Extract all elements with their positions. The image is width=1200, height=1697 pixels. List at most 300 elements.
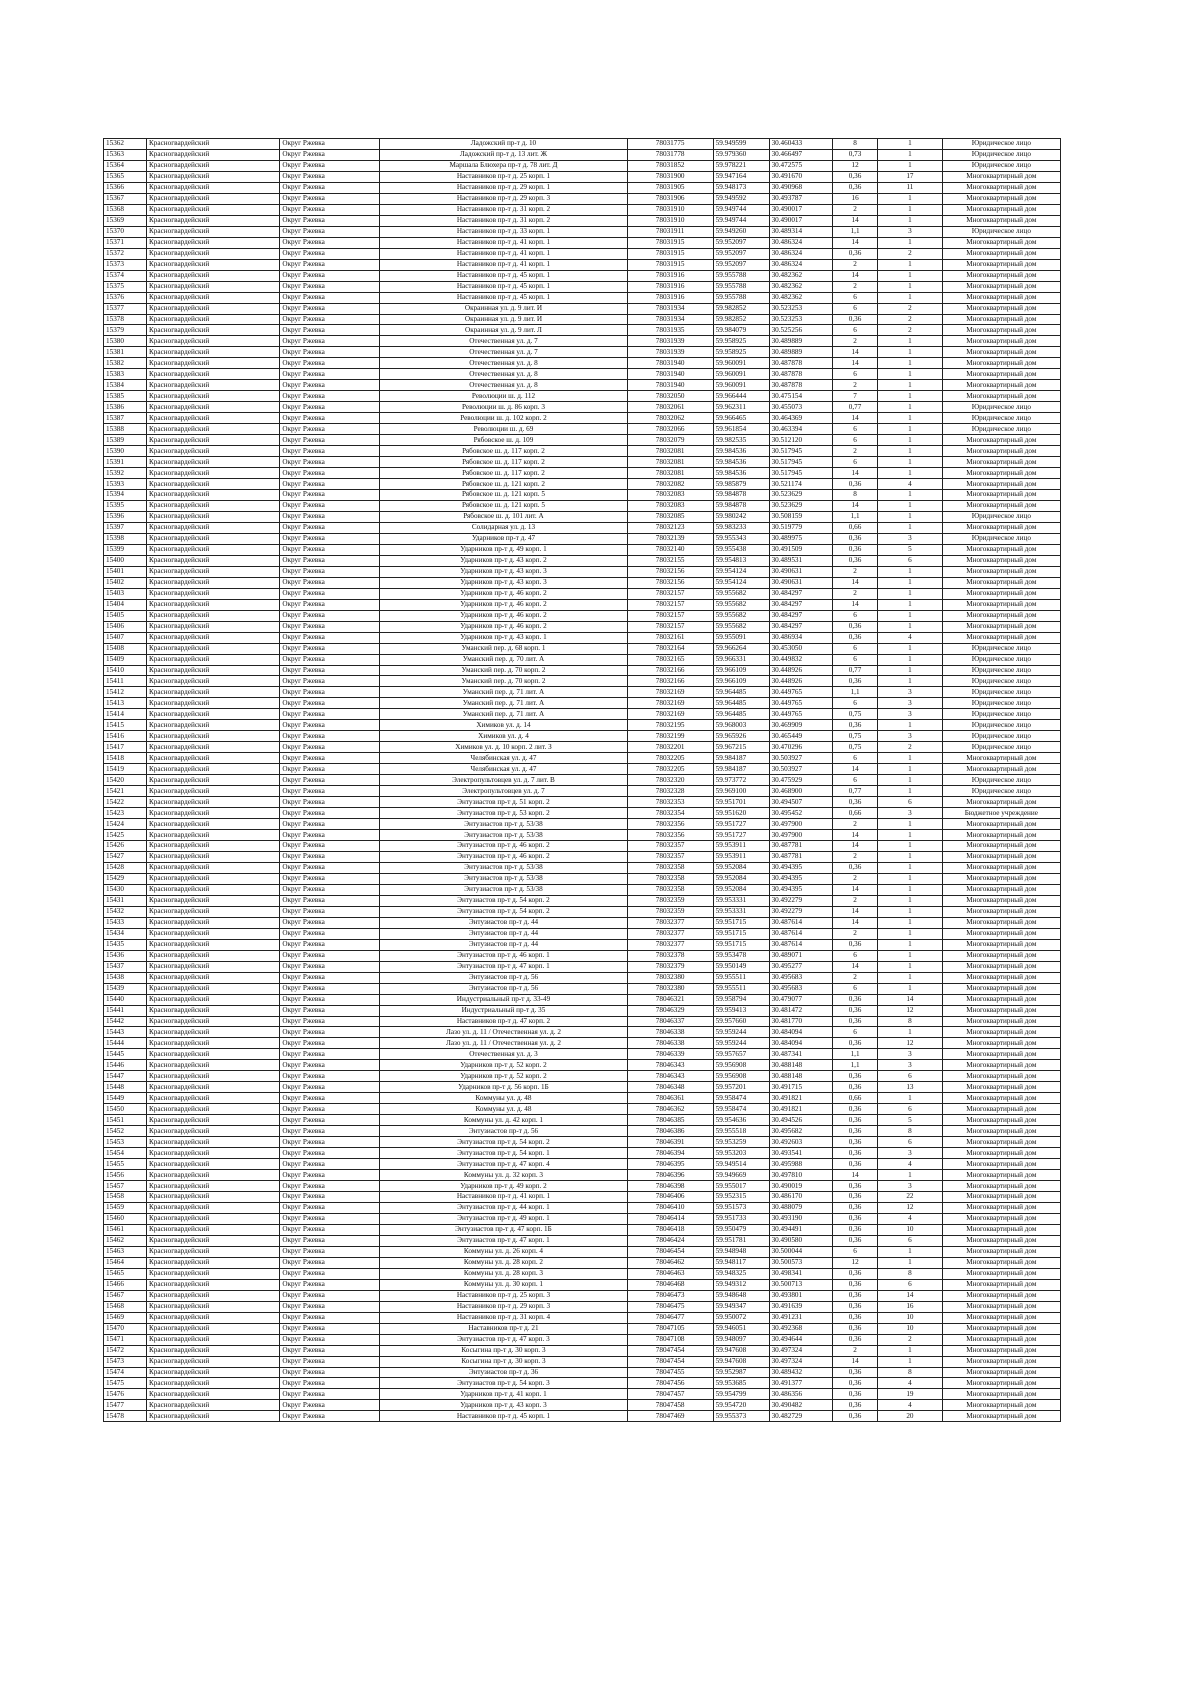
cell-lat: 59.948097: [713, 1334, 769, 1345]
cell-lat: 59.958794: [713, 994, 769, 1005]
cell-lat: 59.978221: [713, 160, 769, 171]
cell-count: 19: [878, 1389, 943, 1400]
cell-type: Многоквартирный дом: [942, 994, 1060, 1005]
cell-code: 78032156: [627, 566, 713, 577]
cell-code: 78046321: [627, 994, 713, 1005]
cell-address: Ударников пр-т д. 56 корп. 1Б: [380, 1082, 627, 1093]
cell-type: Многоквартирный дом: [942, 1378, 1060, 1389]
cell-lat: 59.960091: [713, 380, 769, 391]
cell-type: Многоквартирный дом: [942, 797, 1060, 808]
cell-type: Многоквартирный дом: [942, 446, 1060, 457]
table-row: [104, 314, 1061, 325]
cell-lon: 30.449765: [769, 698, 832, 709]
cell-district: Красногвардейский: [147, 270, 280, 281]
table-row: [104, 1356, 1061, 1367]
cell-code: 78032081: [627, 446, 713, 457]
cell-code: 78046339: [627, 1049, 713, 1060]
cell-value: 14: [833, 215, 878, 226]
cell-type: Многоквартирный дом: [942, 1411, 1060, 1422]
cell-lat: 59.959244: [713, 1027, 769, 1038]
cell-id: 15458: [104, 1192, 147, 1203]
cell-lon: 30.460433: [769, 139, 832, 150]
cell-type: Многоквартирный дом: [942, 204, 1060, 215]
cell-district: Красногвардейский: [147, 753, 280, 764]
cell-count: 2: [878, 248, 943, 259]
cell-district: Красногвардейский: [147, 851, 280, 862]
table-row: [104, 950, 1061, 961]
cell-id: 15434: [104, 928, 147, 939]
cell-count: 10: [878, 1312, 943, 1323]
cell-lon: 30.453050: [769, 643, 832, 654]
cell-municipality: Округ Ржевка: [280, 303, 380, 314]
cell-count: 12: [878, 1005, 943, 1016]
cell-id: 15457: [104, 1181, 147, 1192]
cell-municipality: Округ Ржевка: [280, 555, 380, 566]
cell-code: 78031775: [627, 139, 713, 150]
cell-type: Многоквартирный дом: [942, 303, 1060, 314]
cell-address: Наставников пр-т д. 45 корп. 1: [380, 281, 627, 292]
cell-type: Многоквартирный дом: [942, 1312, 1060, 1323]
cell-lat: 59.948648: [713, 1290, 769, 1301]
cell-lat: 59.949744: [713, 215, 769, 226]
cell-lon: 30.486170: [769, 1192, 832, 1203]
cell-district: Красногвардейский: [147, 742, 280, 753]
cell-lat: 59.958925: [713, 336, 769, 347]
cell-lon: 30.487781: [769, 841, 832, 852]
cell-municipality: Округ Ржевка: [280, 665, 380, 676]
cell-lon: 30.488148: [769, 1060, 832, 1071]
cell-lat: 59.953331: [713, 895, 769, 906]
cell-value: 0,36: [833, 676, 878, 687]
cell-lat: 59.966109: [713, 665, 769, 676]
cell-municipality: Округ Ржевка: [280, 819, 380, 830]
cell-type: Многоквартирный дом: [942, 566, 1060, 577]
cell-lon: 30.487878: [769, 358, 832, 369]
cell-municipality: Округ Ржевка: [280, 435, 380, 446]
cell-count: 17: [878, 171, 943, 182]
cell-count: 4: [878, 1378, 943, 1389]
table-row: [104, 259, 1061, 270]
cell-count: 11: [878, 182, 943, 193]
cell-count: 1: [878, 139, 943, 150]
cell-count: 1: [878, 215, 943, 226]
cell-address: Энтузиастов пр-т д. 44: [380, 928, 627, 939]
cell-code: 78046468: [627, 1279, 713, 1290]
cell-code: 78046475: [627, 1301, 713, 1312]
cell-code: 78032062: [627, 413, 713, 424]
cell-value: 14: [833, 764, 878, 775]
cell-type: Многоквартирный дом: [942, 621, 1060, 632]
cell-lat: 59.955017: [713, 1181, 769, 1192]
cell-address: Наставников пр-т д. 45 корп. 1: [380, 292, 627, 303]
cell-lon: 30.495683: [769, 983, 832, 994]
cell-id: 15435: [104, 939, 147, 950]
table-row: [104, 862, 1061, 873]
cell-value: 0,36: [833, 1235, 878, 1246]
cell-count: 1: [878, 819, 943, 830]
cell-address: Рябовское ш. д. 109: [380, 435, 627, 446]
cell-municipality: Округ Ржевка: [280, 149, 380, 160]
cell-type: Юридическое лицо: [942, 424, 1060, 435]
cell-lat: 59.952097: [713, 248, 769, 259]
cell-count: 1: [878, 490, 943, 501]
cell-type: Юридическое лицо: [942, 160, 1060, 171]
cell-count: 1: [878, 621, 943, 632]
table-row: [104, 895, 1061, 906]
cell-district: Красногвардейский: [147, 917, 280, 928]
cell-municipality: Округ Ржевка: [280, 1367, 380, 1378]
cell-municipality: Округ Ржевка: [280, 654, 380, 665]
cell-type: Многоквартирный дом: [942, 1181, 1060, 1192]
cell-id: 15422: [104, 797, 147, 808]
cell-address: Энтузиастов пр-т д. 53/38: [380, 862, 627, 873]
cell-address: Окраинная ул. д. 9 лит. И: [380, 314, 627, 325]
cell-value: 0,36: [833, 248, 878, 259]
cell-value: 14: [833, 917, 878, 928]
cell-address: Уманский пер. д. 71 лит. А: [380, 698, 627, 709]
cell-lat: 59.952084: [713, 873, 769, 884]
cell-address: Наставников пр-т д. 41 корп. 1: [380, 237, 627, 248]
cell-municipality: Округ Ржевка: [280, 895, 380, 906]
table-row: [104, 1082, 1061, 1093]
cell-address: Уманский пер. д. 71 лит. А: [380, 709, 627, 720]
cell-id: 15408: [104, 643, 147, 654]
cell-lon: 30.494526: [769, 1115, 832, 1126]
cell-lon: 30.498341: [769, 1268, 832, 1279]
cell-lon: 30.512120: [769, 435, 832, 446]
cell-value: 0,36: [833, 1312, 878, 1323]
cell-value: 0,66: [833, 1093, 878, 1104]
cell-address: Энтузиастов пр-т д. 53 корп. 2: [380, 808, 627, 819]
table-row: [104, 391, 1061, 402]
cell-id: 15364: [104, 160, 147, 171]
cell-municipality: Округ Ржевка: [280, 1290, 380, 1301]
cell-count: 1: [878, 292, 943, 303]
cell-address: Отечественная ул. д. 8: [380, 380, 627, 391]
cell-address: Отечественная ул. д. 7: [380, 336, 627, 347]
cell-count: 1: [878, 500, 943, 511]
cell-type: Многоквартирный дом: [942, 1213, 1060, 1224]
cell-district: Красногвардейский: [147, 533, 280, 544]
cell-value: 6: [833, 369, 878, 380]
cell-district: Красногвардейский: [147, 819, 280, 830]
cell-address: Коммуны ул. д. 30 корп. 1: [380, 1279, 627, 1290]
cell-municipality: Округ Ржевка: [280, 544, 380, 555]
cell-type: Многоквартирный дом: [942, 972, 1060, 983]
cell-district: Красногвардейский: [147, 1181, 280, 1192]
table-row: [104, 939, 1061, 950]
cell-id: 15410: [104, 665, 147, 676]
cell-address: Наставников пр-т д. 31 корп. 4: [380, 1312, 627, 1323]
cell-count: 1: [878, 347, 943, 358]
cell-value: 2: [833, 566, 878, 577]
table-row: [104, 1060, 1061, 1071]
cell-municipality: Округ Ржевка: [280, 643, 380, 654]
cell-address: Коммуны ул. д. 48: [380, 1093, 627, 1104]
cell-count: 1: [878, 884, 943, 895]
cell-lat: 59.959413: [713, 1005, 769, 1016]
cell-type: Многоквартирный дом: [942, 1268, 1060, 1279]
cell-address: Химиков ул. д. 10 корп. 2 лит. З: [380, 742, 627, 753]
cell-lat: 59.984536: [713, 457, 769, 468]
cell-value: 14: [833, 841, 878, 852]
cell-value: 0,75: [833, 731, 878, 742]
cell-code: 78031940: [627, 369, 713, 380]
cell-code: 78032081: [627, 457, 713, 468]
cell-municipality: Округ Ржевка: [280, 1246, 380, 1257]
cell-value: 0,36: [833, 171, 878, 182]
cell-type: Многоквартирный дом: [942, 841, 1060, 852]
cell-code: 78032357: [627, 851, 713, 862]
table-row: [104, 1411, 1061, 1422]
cell-type: Юридическое лицо: [942, 643, 1060, 654]
cell-count: 22: [878, 1192, 943, 1203]
cell-count: 1: [878, 457, 943, 468]
cell-code: 78047457: [627, 1389, 713, 1400]
table-row: [104, 237, 1061, 248]
cell-lat: 59.949592: [713, 193, 769, 204]
cell-type: Многоквартирный дом: [942, 369, 1060, 380]
cell-id: 15429: [104, 873, 147, 884]
cell-district: Красногвардейский: [147, 1104, 280, 1115]
cell-municipality: Округ Ржевка: [280, 950, 380, 961]
cell-type: Многоквартирный дом: [942, 819, 1060, 830]
cell-municipality: Округ Ржевка: [280, 1224, 380, 1235]
table-row: [104, 1148, 1061, 1159]
cell-value: 0,73: [833, 149, 878, 160]
table-row: [104, 347, 1061, 358]
cell-district: Красногвардейский: [147, 610, 280, 621]
cell-municipality: Округ Ржевка: [280, 1334, 380, 1345]
cell-type: Юридическое лицо: [942, 687, 1060, 698]
cell-lon: 30.482729: [769, 1411, 832, 1422]
cell-lat: 59.948173: [713, 182, 769, 193]
cell-value: 2: [833, 336, 878, 347]
cell-lat: 59.950149: [713, 961, 769, 972]
cell-address: Наставников пр-т д. 21: [380, 1323, 627, 1334]
cell-district: Красногвардейский: [147, 237, 280, 248]
cell-district: Красногвардейский: [147, 215, 280, 226]
cell-district: Красногвардейский: [147, 139, 280, 150]
cell-id: 15419: [104, 764, 147, 775]
cell-code: 78032123: [627, 522, 713, 533]
cell-address: Окраинная ул. д. 9 лит. И: [380, 303, 627, 314]
cell-value: 0,77: [833, 665, 878, 676]
table-row: [104, 1027, 1061, 1038]
cell-municipality: Округ Ржевка: [280, 566, 380, 577]
cell-count: 13: [878, 1082, 943, 1093]
cell-address: Окраинная ул. д. 9 лит. Л: [380, 325, 627, 336]
cell-address: Энтузиастов пр-т д. 47 корп. 4: [380, 1159, 627, 1170]
cell-code: 78046361: [627, 1093, 713, 1104]
cell-count: 1: [878, 577, 943, 588]
cell-code: 78032358: [627, 873, 713, 884]
cell-value: 0,36: [833, 1159, 878, 1170]
table-row: [104, 215, 1061, 226]
cell-code: 78032081: [627, 468, 713, 479]
cell-value: 0,36: [833, 1367, 878, 1378]
cell-value: 0,36: [833, 1268, 878, 1279]
cell-municipality: Округ Ржевка: [280, 742, 380, 753]
cell-id: 15403: [104, 588, 147, 599]
cell-id: 15362: [104, 139, 147, 150]
cell-value: 6: [833, 654, 878, 665]
cell-value: 0,66: [833, 522, 878, 533]
cell-lon: 30.494395: [769, 862, 832, 873]
cell-municipality: Округ Ржевка: [280, 1279, 380, 1290]
cell-id: 15400: [104, 555, 147, 566]
cell-id: 15406: [104, 621, 147, 632]
cell-district: Красногвардейский: [147, 873, 280, 884]
cell-count: 12: [878, 1038, 943, 1049]
cell-type: Многоквартирный дом: [942, 1224, 1060, 1235]
table-row: [104, 248, 1061, 259]
cell-value: 2: [833, 819, 878, 830]
cell-id: 15460: [104, 1213, 147, 1224]
cell-id: 15478: [104, 1411, 147, 1422]
cell-district: Красногвардейский: [147, 1312, 280, 1323]
cell-value: 0,77: [833, 402, 878, 413]
cell-district: Красногвардейский: [147, 676, 280, 687]
table-row: [104, 830, 1061, 841]
cell-id: 15366: [104, 182, 147, 193]
table-row: [104, 906, 1061, 917]
cell-municipality: Округ Ржевка: [280, 775, 380, 786]
cell-district: Красногвардейский: [147, 204, 280, 215]
table-row: [104, 555, 1061, 566]
cell-municipality: Округ Ржевка: [280, 358, 380, 369]
cell-count: 1: [878, 917, 943, 928]
cell-lon: 30.519779: [769, 522, 832, 533]
cell-type: Многоквартирный дом: [942, 588, 1060, 599]
cell-count: 1: [878, 906, 943, 917]
cell-address: Энтузиастов пр-т д. 53/38: [380, 873, 627, 884]
cell-lat: 59.953331: [713, 906, 769, 917]
cell-lon: 30.500573: [769, 1257, 832, 1268]
cell-lon: 30.491821: [769, 1093, 832, 1104]
table-row: [104, 457, 1061, 468]
cell-address: Наставников пр-т д. 29 корп. 1: [380, 182, 627, 193]
cell-type: Многоквартирный дом: [942, 314, 1060, 325]
cell-id: 15459: [104, 1202, 147, 1213]
cell-district: Красногвардейский: [147, 259, 280, 270]
cell-id: 15389: [104, 435, 147, 446]
cell-lat: 59.984536: [713, 446, 769, 457]
cell-address: Электропультовцев ул. д. 7: [380, 786, 627, 797]
cell-lon: 30.487614: [769, 939, 832, 950]
cell-address: Ударников пр-т д. 46 корп. 2: [380, 621, 627, 632]
cell-id: 15409: [104, 654, 147, 665]
cell-code: 78032156: [627, 577, 713, 588]
cell-value: 0,36: [833, 1192, 878, 1203]
cell-code: 78046362: [627, 1104, 713, 1115]
cell-count: 1: [878, 402, 943, 413]
cell-value: 2: [833, 446, 878, 457]
cell-district: Красногвардейский: [147, 380, 280, 391]
cell-value: 6: [833, 698, 878, 709]
cell-lat: 59.958925: [713, 347, 769, 358]
cell-district: Красногвардейский: [147, 687, 280, 698]
cell-type: Юридическое лицо: [942, 731, 1060, 742]
cell-district: Красногвардейский: [147, 413, 280, 424]
cell-code: 78032205: [627, 753, 713, 764]
cell-code: 78046391: [627, 1137, 713, 1148]
cell-id: 15381: [104, 347, 147, 358]
cell-lon: 30.523629: [769, 490, 832, 501]
cell-value: 0,36: [833, 1071, 878, 1082]
cell-district: Красногвардейский: [147, 764, 280, 775]
cell-id: 15397: [104, 522, 147, 533]
cell-address: Коммуны ул. д. 48: [380, 1104, 627, 1115]
cell-municipality: Округ Ржевка: [280, 1104, 380, 1115]
cell-type: Многоквартирный дом: [942, 1246, 1060, 1257]
cell-address: Наставников пр-т д. 41 корп. 1: [380, 1192, 627, 1203]
cell-address: Ладожский пр-т д. 13 лит. Ж: [380, 149, 627, 160]
cell-code: 78032085: [627, 511, 713, 522]
cell-lat: 59.982852: [713, 303, 769, 314]
cell-id: 15374: [104, 270, 147, 281]
cell-lat: 59.966331: [713, 654, 769, 665]
cell-lon: 30.487878: [769, 369, 832, 380]
cell-count: 1: [878, 841, 943, 852]
cell-lon: 30.487781: [769, 851, 832, 862]
cell-district: Красногвардейский: [147, 1060, 280, 1071]
table-row: [104, 1235, 1061, 1246]
cell-type: Многоквартирный дом: [942, 500, 1060, 511]
cell-district: Красногвардейский: [147, 643, 280, 654]
cell-code: 78032359: [627, 906, 713, 917]
cell-municipality: Округ Ржевка: [280, 764, 380, 775]
table-row: [104, 1301, 1061, 1312]
cell-code: 78046477: [627, 1312, 713, 1323]
cell-value: 0,77: [833, 786, 878, 797]
cell-value: 16: [833, 193, 878, 204]
cell-lon: 30.495682: [769, 1126, 832, 1137]
cell-code: 78046418: [627, 1224, 713, 1235]
table-row: [104, 500, 1061, 511]
cell-value: 0,36: [833, 1378, 878, 1389]
cell-type: Многоквартирный дом: [942, 632, 1060, 643]
cell-lat: 59.952315: [713, 1192, 769, 1203]
cell-value: 0,36: [833, 1104, 878, 1115]
cell-municipality: Округ Ржевка: [280, 1038, 380, 1049]
cell-value: 14: [833, 1170, 878, 1181]
cell-municipality: Округ Ржевка: [280, 248, 380, 259]
cell-count: 1: [878, 511, 943, 522]
cell-count: 4: [878, 632, 943, 643]
cell-code: 78047105: [627, 1323, 713, 1334]
cell-count: 6: [878, 1104, 943, 1115]
cell-type: Многоквартирный дом: [942, 1159, 1060, 1170]
cell-lat: 59.953203: [713, 1148, 769, 1159]
cell-lat: 59.953685: [713, 1378, 769, 1389]
cell-value: 0,36: [833, 1126, 878, 1137]
cell-district: Красногвардейский: [147, 841, 280, 852]
cell-lon: 30.497900: [769, 819, 832, 830]
cell-code: 78032082: [627, 479, 713, 490]
cell-municipality: Округ Ржевка: [280, 1378, 380, 1389]
table-row: [104, 1290, 1061, 1301]
cell-id: 15377: [104, 303, 147, 314]
cell-district: Красногвардейский: [147, 1126, 280, 1137]
cell-lon: 30.475929: [769, 775, 832, 786]
cell-value: 0,36: [833, 797, 878, 808]
table-row: [104, 160, 1061, 171]
cell-lat: 59.983233: [713, 522, 769, 533]
cell-count: 1: [878, 939, 943, 950]
cell-address: Рябовское ш. д. 121 корп. 5: [380, 490, 627, 501]
cell-address: Ударников пр-т д. 46 корп. 2: [380, 610, 627, 621]
